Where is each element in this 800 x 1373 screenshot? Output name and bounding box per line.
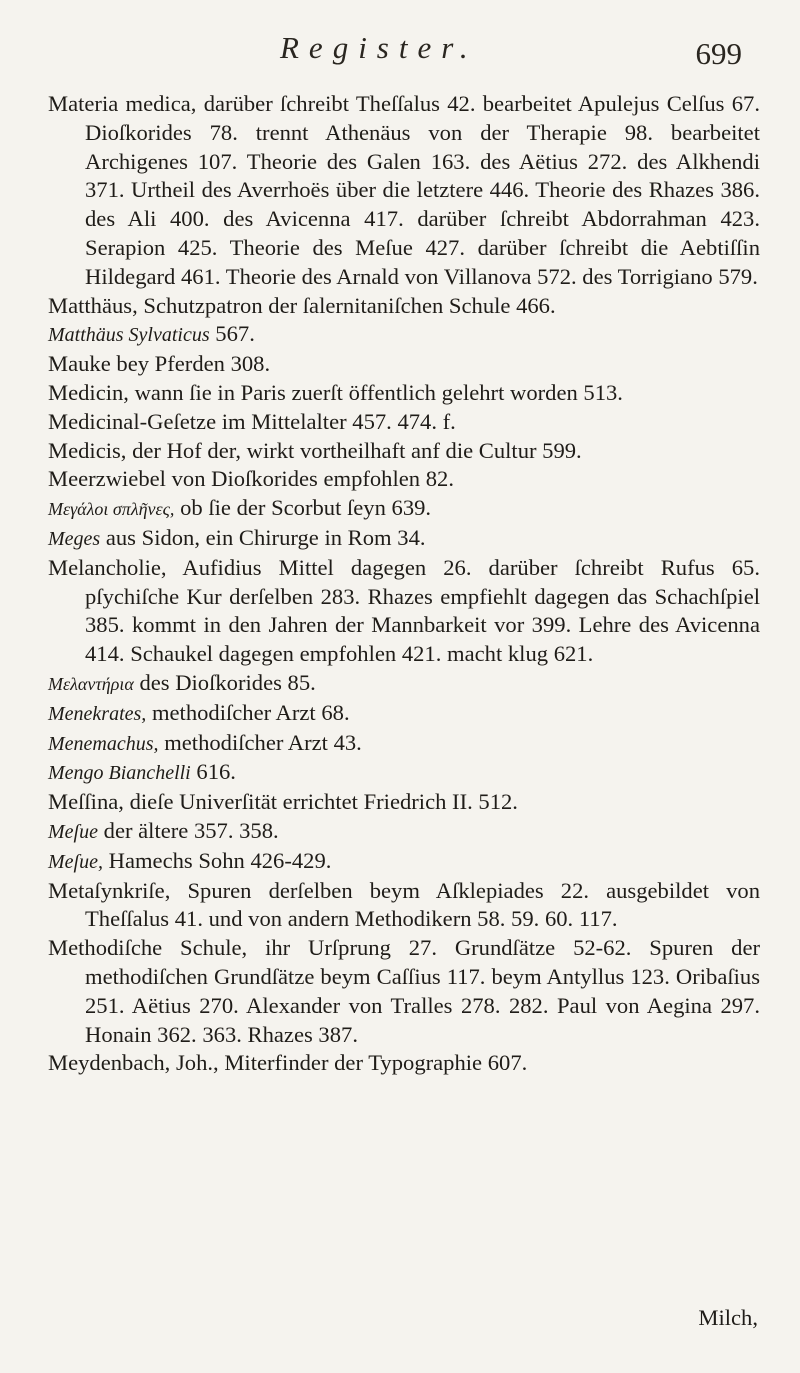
entry-headword: Medicis, [48,437,127,463]
entry-text: Aufidius Mittel dagegen 26. darüber ſchreibt Rufus 65. pſychiſche Kur derſelben 283. Rhazes empfiehlt dagegen das Schachſpiel 385. kommt in den Jahren der Mannbarkeit vor 399. Lehre des Avicenna 414. Schaukel dagegen empfohlen 421. macht klug 621. [85,554,760,667]
entry-headword: Meſue, [48,850,103,873]
register-entry [48,699,760,729]
entry-text: Spuren derſelben beym Aſklepiades 22. ausgebildet von Theſſalus 41. und von andern Methodikern 58. 59. 60. 117. [85,877,760,932]
entry-text: ob ſie der Scorbut ſeyn 639. [180,495,432,521]
register-entry [48,729,760,759]
entry-text: Schutzpatron der ſalernitaniſchen Schule 466. [143,292,556,318]
entry-text: methodiſcher Arzt 43. [164,729,362,755]
register-entry [48,379,760,408]
entry-text: von Dioſkorides empfohlen 82. [171,466,454,492]
entry-text: im Mittelalter 457. 474. f. [221,408,456,434]
entry-text: des Dioſkorides 85. [139,669,316,695]
entry-text: wann ſie in Paris zuerſt öffentlich gelehrt worden 513. [134,379,623,405]
register-entry [48,494,760,524]
entry-text: ihr Urſprung 27. Grundſätze 52-62. Spuren der methodiſchen Grundſätze beym Caſſius 117. beym Antyllus 123. Oribaſius 251. Aëtius 270. Alexander von Tralles 278. 282. Paul von Aegina 297. Honain 362. 363. Rhazes 387. [85,935,761,1047]
entry-headword: Mauke [48,351,111,377]
register-entry [48,817,760,847]
entry-headword: Melancholie, [48,554,167,580]
entry-text: Hamechs Sohn 426-429. [108,847,332,873]
entry-headword: Μεγάλοι σπλῆνες, [48,499,175,520]
entry-headword: Meydenbach, Joh., [48,1050,219,1076]
entry-text: 616. [196,759,236,785]
entry-text: 567. [215,321,255,347]
entry-text: aus Sidon, ein Chirurge in Rom 34. [105,524,426,550]
entry-headword: Methodiſche Schule, [48,935,248,961]
register-entry [48,90,760,292]
register-entries [48,90,760,1078]
entry-headword: Matthäus, [48,292,138,318]
entry-headword: Meerzwiebel [48,466,166,492]
entry-text: der Hof der, wirkt vortheilhaft anf die Cultur 599. [132,437,582,463]
entry-text: Miterfinder der Typographie 607. [224,1050,528,1076]
entry-headword: Menekrates, [48,702,147,725]
running-head: Register. [280,30,478,65]
register-entry [48,554,760,669]
catchword: Milch, [698,1305,758,1330]
page-number: 699 [695,36,742,71]
register-entry [48,934,760,1049]
entry-text: darüber ſchreibt Theſſalus 42. bearbeitet Apulejus Celſus 67. Dioſkorides 78. trennt Athenäus von der Therapie 98. bearbeitet Archigenes 107. Theorie des Galen 163. des Aëtius 272. des Alkhendi 371. Urtheil des Averrhoës über die letztere 446. Theorie des Rhazes 386. des Ali 400. des Avicenna 417. darüber ſchreibt Abdorrahman 423. Serapion 425. Theorie des Meſue 427. darüber ſchreibt die Aebtiſſin Hildegard 461. Theorie des Arnald von Villanova 572. des Torrigiano 579. [85,91,760,289]
entry-headword: Μελαντήρια [48,673,134,694]
register-entry [48,524,760,554]
register-entry [48,788,760,817]
register-entry [48,877,760,935]
register-entry [48,437,760,466]
entry-headword: Meſſina, [48,789,124,815]
page-header [0,28,800,78]
entry-text: methodiſcher Arzt 68. [151,699,350,725]
register-entry [48,758,760,788]
entry-headword: Medicin, [48,379,129,405]
register-entry [48,847,760,877]
entry-headword: Menemachus, [48,732,159,755]
register-entry [48,320,760,350]
register-entry [48,1049,760,1078]
entry-headword: Matthäus Sylvaticus [48,324,210,347]
entry-text: bey Pferden 308. [116,351,271,377]
entry-text: der ältere 357. 358. [103,817,279,843]
entry-headword: Medicinal-Geſetze [48,408,217,434]
register-entry [48,292,760,321]
register-entry [48,408,760,437]
entry-headword: Meges [48,527,101,550]
entry-headword: Mengo Bianchelli [48,762,191,785]
register-entry [48,465,760,494]
register-entry [48,350,760,379]
entry-headword: Materia medica, [48,91,197,116]
register-entry [48,669,760,699]
entry-text: dieſe Univerſität errichtet Friedrich II. 512. [129,789,518,815]
entry-headword: Meſue [48,820,98,843]
entry-headword: Metaſynkriſe, [48,877,171,903]
